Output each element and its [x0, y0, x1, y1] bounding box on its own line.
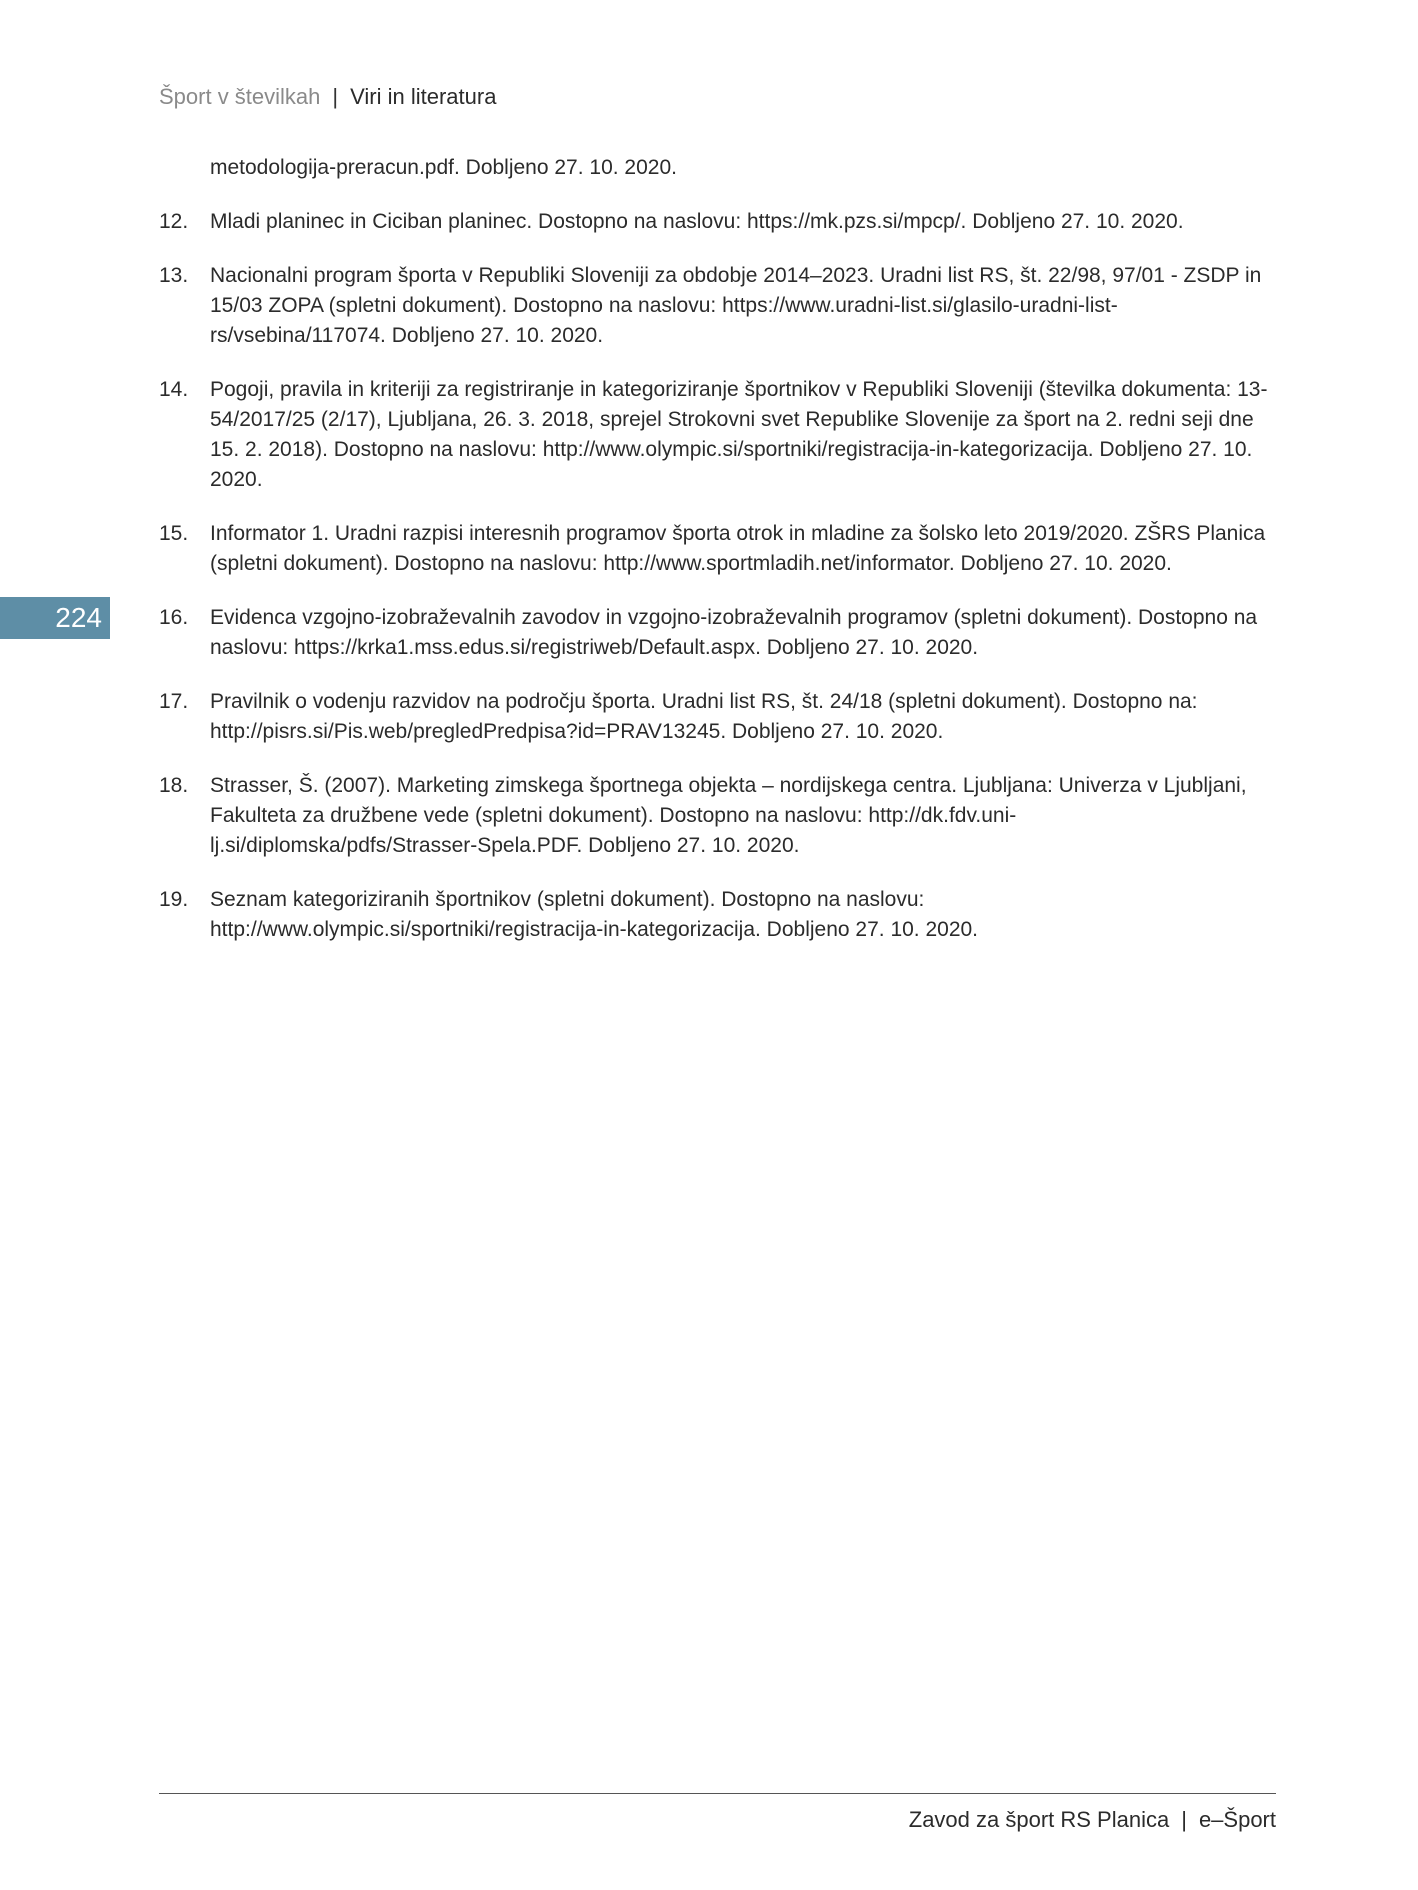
- reference-number: 19.: [159, 888, 189, 911]
- header-separator: |: [332, 84, 339, 109]
- reference-text: Strasser, Š. (2007). Marketing zimskega športnega objekta – nordijskega centra. Ljubljana: Univerza v Ljubljani, Fakulteta za družbene vede (spletni dokument). Dostopno na naslovu: http://dk.fdv.uni-lj.si/diplomska/pdfs/Strasser-Spela.PDF. Dobljeno 27. 10. 2020.: [210, 774, 1247, 857]
- header-chapter-title: Viri in literatura: [350, 84, 497, 109]
- reference-text: Pogoji, pravila in kriteriji za registriranje in kategoriziranje športnikov v Republiki Sloveniji (številka dokumenta: 13-54/2017/25 (2/17), Ljubljana, 26. 3. 2018, sprejel Strokovni svet Republike Slovenije za šport na 2. redni seji dne 15. 2. 2018). Dostopno na naslovu: http://www.olympic.si/sportniki/registracija-in-kategorizacija. Dobljeno 27. 10. 2020.: [210, 378, 1268, 491]
- reference-item-17: [159, 687, 1269, 747]
- reference-number: 12.: [159, 210, 189, 233]
- reference-number: 18.: [159, 774, 189, 797]
- reference-text: Mladi planinec in Ciciban planinec. Dostopno na naslovu: https://mk.pzs.si/mpcp/. Dobljeno 27. 10. 2020.: [210, 210, 1184, 233]
- reference-number: 15.: [159, 522, 189, 545]
- footer-separator: |: [1181, 1807, 1187, 1832]
- footer-divider: [159, 1793, 1276, 1794]
- reference-number: 17.: [159, 690, 189, 713]
- reference-number: 13.: [159, 264, 189, 287]
- reference-item-19: [159, 885, 1269, 945]
- reference-item-14: [159, 375, 1269, 495]
- reference-list: [159, 153, 1269, 969]
- reference-number: 16.: [159, 606, 189, 629]
- page-number: 224: [55, 602, 102, 633]
- reference-text: Evidenca vzgojno-izobraževalnih zavodov in vzgojno-izobraževalnih programov (spletni dokument). Dostopno na naslovu: https://krka1.mss.edus.si/registriweb/Default.aspx. Dobljeno 27. 10. 2020.: [210, 606, 1258, 659]
- reference-text: Nacionalni program športa v Republiki Sloveniji za obdobje 2014–2023. Uradni list RS, št. 22/98, 97/01 - ZSDP in 15/03 ZOPA (spletni dokument). Dostopno na naslovu: https://www.uradni-list.si/glasilo-uradni-list-rs/vsebina/117074. Dobljeno 27. 10. 2020.: [210, 264, 1262, 347]
- reference-item-16: [159, 603, 1269, 663]
- reference-number: 14.: [159, 378, 189, 401]
- reference-item-15: [159, 519, 1269, 579]
- reference-text: Seznam kategoriziranih športnikov (spletni dokument). Dostopno na naslovu: http://www.olympic.si/sportniki/registracija-in-kategorizacija. Dobljeno 27. 10. 2020.: [210, 888, 979, 941]
- footer-publisher: Zavod za šport RS Planica: [908, 1807, 1170, 1832]
- reference-item-18: [159, 771, 1269, 861]
- running-header: [159, 82, 496, 112]
- reference-item-12: [159, 207, 1269, 237]
- reference-item-13: [159, 261, 1269, 351]
- reference-continuation: metodologija-preracun.pdf. Dobljeno 27. 10. 2020.: [210, 156, 677, 179]
- page-number-tab: [0, 597, 110, 639]
- reference-text: Pravilnik o vodenju razvidov na področju športa. Uradni list RS, št. 24/18 (spletni dokument). Dostopno na: http://pisrs.si/Pis.web/pregledPredpisa?id=PRAV13245. Dobljeno 27. 10. 2020.: [210, 690, 1198, 743]
- reference-text: Informator 1. Uradni razpisi interesnih programov športa otrok in mladine za šolsko leto 2019/2020. ZŠRS Planica (spletni dokument). Dostopno na naslovu: http://www.sportmladih.net/informator. Dobljeno 27. 10. 2020.: [210, 522, 1266, 575]
- header-section-title: Šport v številkah: [159, 84, 321, 109]
- footer-title: e–Šport: [1198, 1807, 1276, 1832]
- running-footer: [909, 1805, 1276, 1835]
